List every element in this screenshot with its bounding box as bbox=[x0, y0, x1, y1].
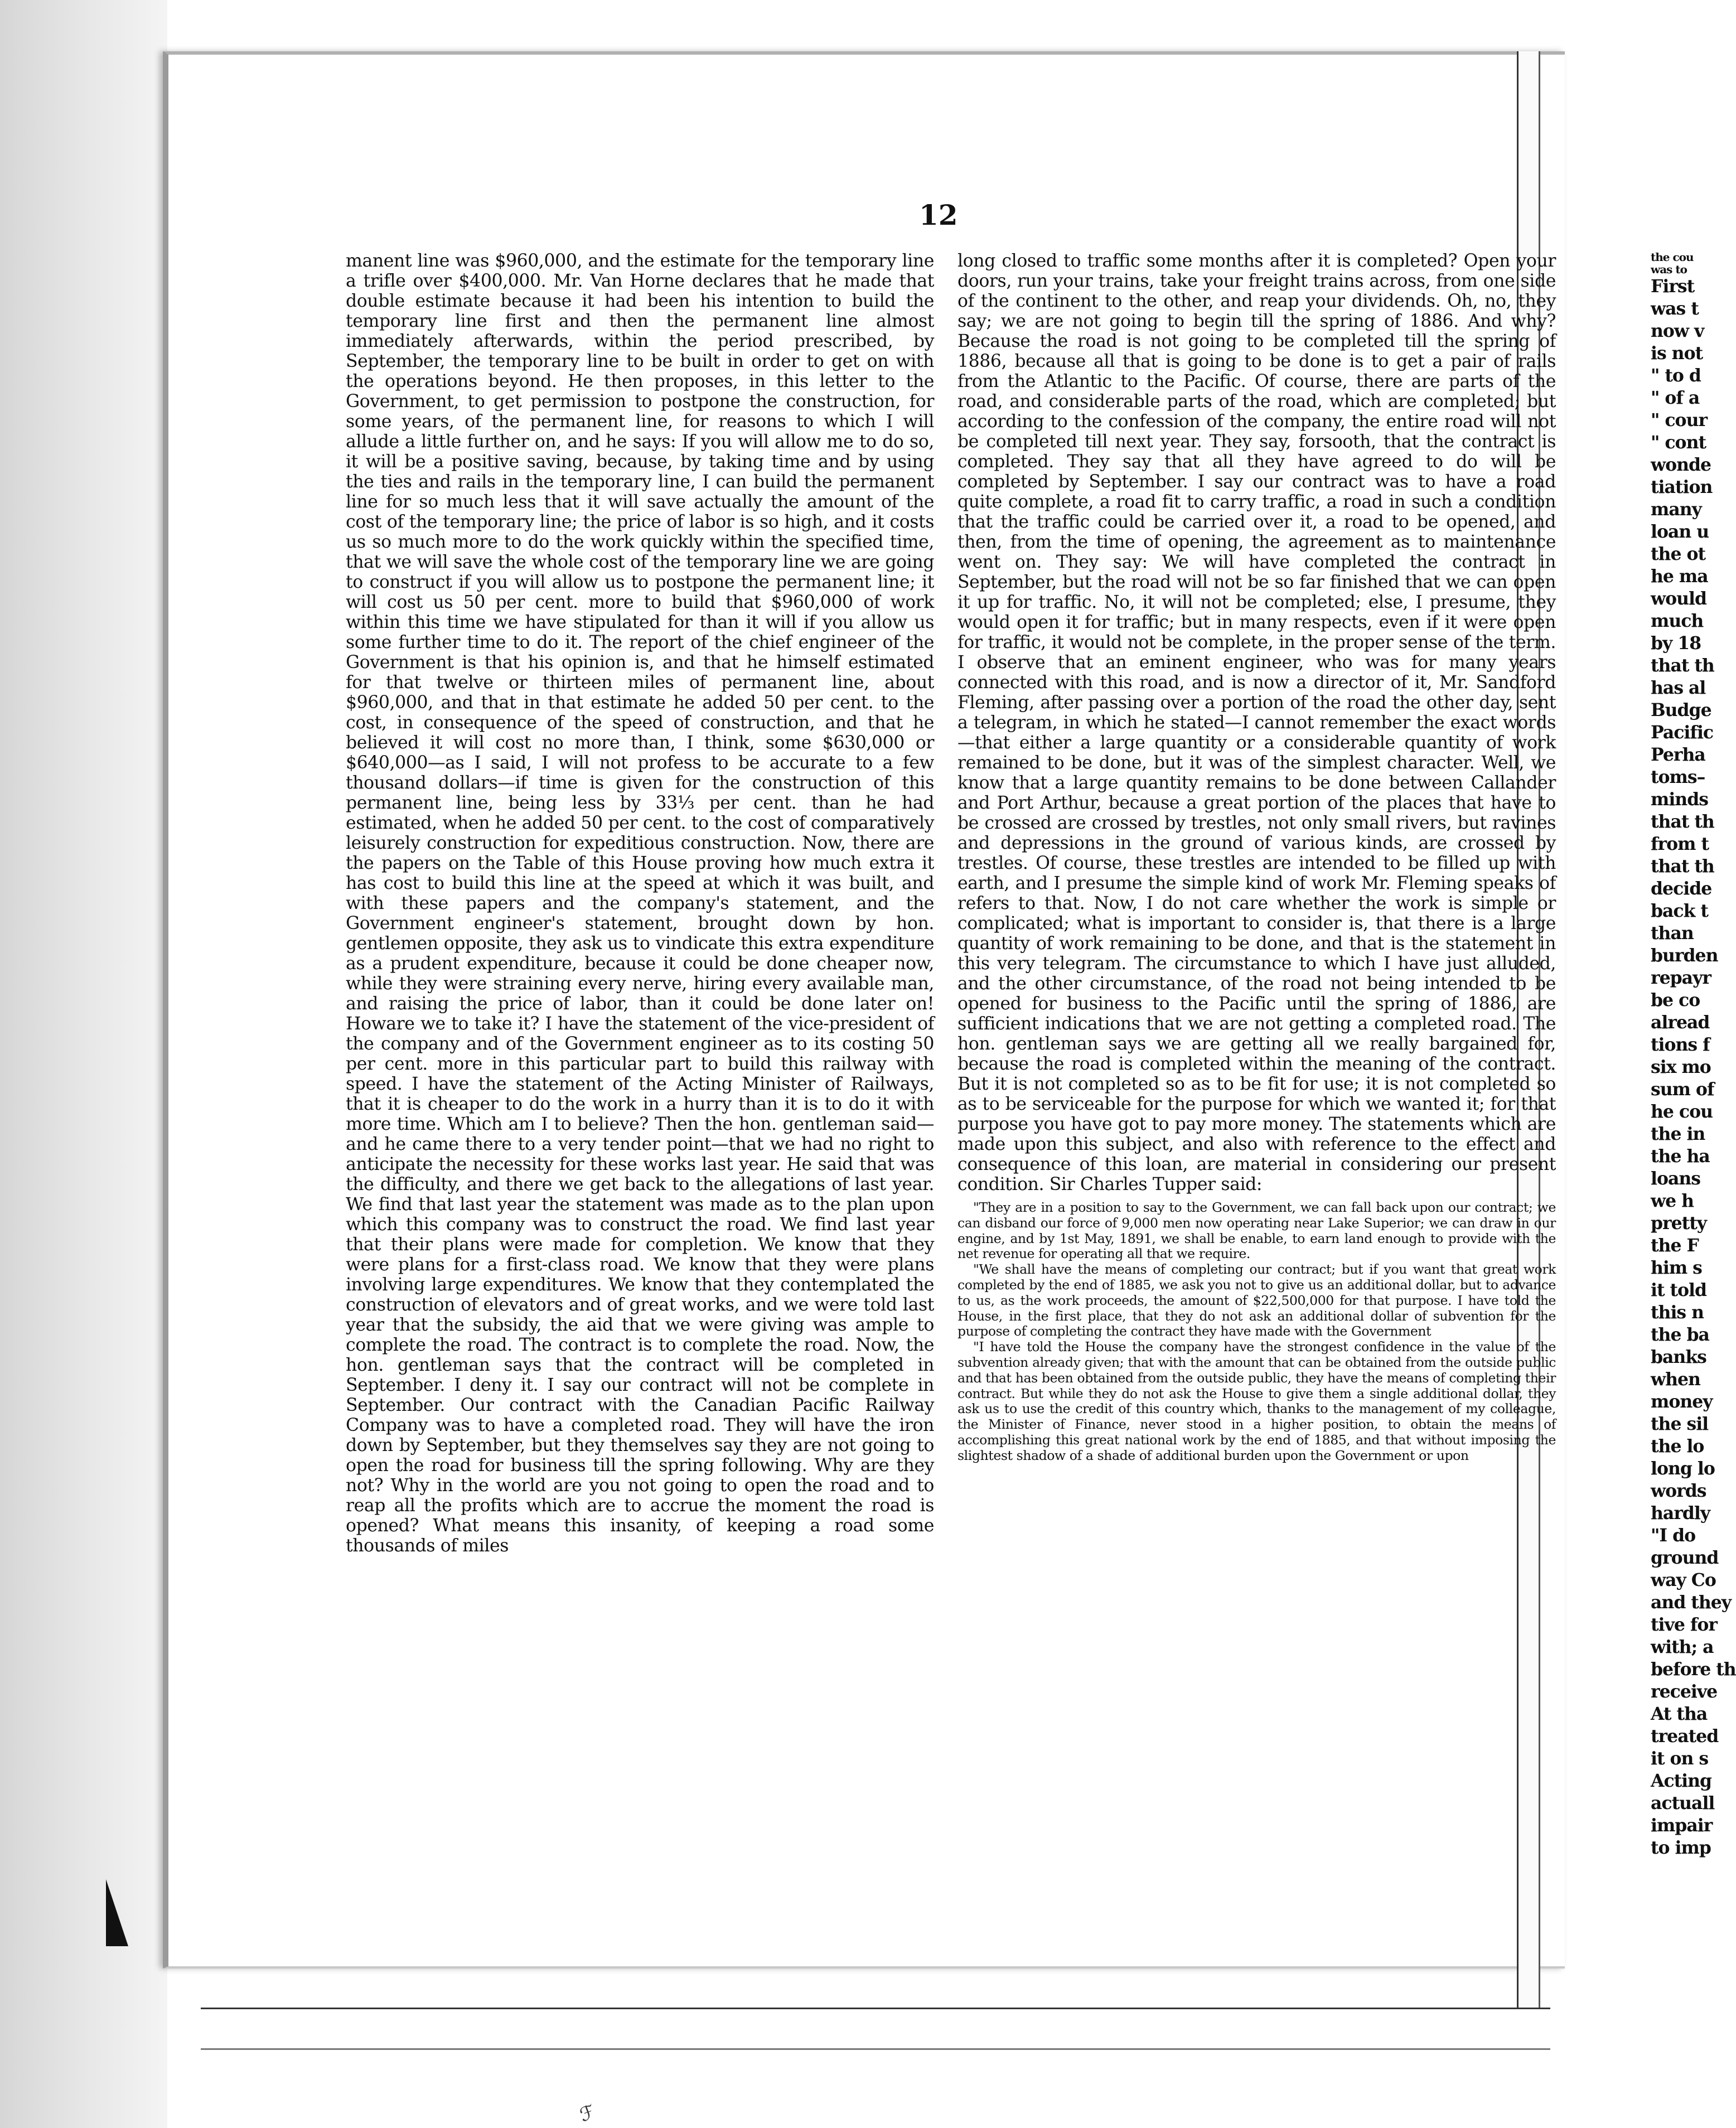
fragment-line: minds bbox=[1651, 789, 1708, 810]
fragment-line: First bbox=[1651, 276, 1695, 297]
fragment-line: many bbox=[1651, 499, 1701, 520]
fragment-line: the F bbox=[1651, 1235, 1699, 1256]
fragment-line: " cour bbox=[1651, 410, 1708, 431]
fragment-line: tions f bbox=[1651, 1034, 1710, 1055]
fragment-line: "I do bbox=[1651, 1525, 1696, 1546]
fragment-line: loan u bbox=[1651, 521, 1709, 542]
fragment-line: has al bbox=[1651, 678, 1706, 698]
fragment-line: hardly bbox=[1651, 1503, 1710, 1524]
fragment-line: six mo bbox=[1651, 1057, 1711, 1077]
fragment-line: from t bbox=[1651, 834, 1709, 854]
fragment-line: when bbox=[1651, 1369, 1700, 1390]
fragment-line: way Co bbox=[1651, 1570, 1716, 1590]
fragment-line: the lo bbox=[1651, 1436, 1704, 1457]
fragment-line: pretty bbox=[1651, 1213, 1707, 1234]
fragment-line: the cou bbox=[1651, 250, 1694, 264]
fragment-line: treated bbox=[1651, 1726, 1719, 1747]
quote-paragraph: "They are in a position to say to the Government, we can fall back upon our contract; we can disband our force of 9,000 men now operating near Lake Superior; we can draw in our engine, and by 1st May, 1891, we shall be enable, to earn land enough to provide with the net revenue for operating all that we require. bbox=[958, 1200, 1556, 1262]
fragment-line: the ot bbox=[1651, 544, 1706, 564]
fragment-line: that th bbox=[1651, 856, 1714, 877]
quote-paragraph: "I have told the House the company have the strongest confidence in the value of the subvention already given; that with the amount that can be obtained from the outside public and that has been obtained from the outside public, they have the means of completing their contract. But while they do not ask the House to give them a single additional dollar, they ask us to use the credit of this country which, thanks to the management of my colleague, the Minister of Finance, never stood in a higher position, to obtain the means of accomplishing this great national work by the end of 1885, and that without imposing the slightest shadow of a shade of additional burden upon the Government or upon bbox=[958, 1339, 1556, 1463]
fragment-line: decide bbox=[1651, 878, 1712, 899]
fragment-line: this n bbox=[1651, 1302, 1704, 1323]
left-column-text: manent line was $960,000, and the estimate for the temporary line a trifle over $400,000. Mr. Van Horne declares that he made that double estimate because it had been his intention to build the temporary line first and then the permanent line almost immediately afterwards, within the period prescribed, by September, the temporary line to be built in order to get on with the operations beyond. He then proposes, in this letter to the Government, to get permission to postpone the construction, for some years, of the permanent line, for reasons to which I will allude a little further on, and he says: If you will allow me to do so, it will be a positive saving, because, by taking time and by using the ties and rails in the temporary line, I can build the permanent line for so much less that it will save actually the amount of the cost of the temporary line; the price of labor is so high, and it costs us so much more to do the work quickly within the specified time, that we will save the whole cost of the temporary line we are going to construct if you will allow us to postpone the permanent line; it will cost us 50 per cent. more to build that $960,000 of work within this time we have stipulated for than it will if you allow us some further time to do it. The report of the chief engineer of the Government is that his opinion is, and that he himself estimated for that twelve or thirteen miles of permanent line, about $960,000, and that in that estimate he added 50 per cent. to the cost, in consequence of the speed of construction, and that he believed it will cost no more than, I think, some $630,000 or $640,000—as I said, I will not profess to be accurate to a few thousand dollars—if time is given for the construction of this permanent line, being less by 33⅓ per cent. than he had estimated, when he added 50 per cent. to the cost of comparatively leisurely construction for expeditious construction. Now, there are the papers on the Table of this House proving how much extra it has cost to build this line at the speed at which it was built, and with these papers and the company's statement, and the Government engineer's statement, brought down by hon. gentlemen opposite, they ask us to vindicate this extra expenditure as a prudent expenditure, because it could be done cheaper now, while they were straining every nerve, hiring every available man, and raising the price of labor, than it could be done later on! Howare we to take it? I have the statement of the vice-president of the company and of the Government engineer as to its costing 50 per cent. more in this particular part to build this railway with speed. I have the statement of the Acting Minister of Railways, that it is cheaper to do the work in a hurry than it is to do it with more time. Which am I to believe? Then the hon. gentleman said—and he came there to a very tender point—that we had no right to anticipate the necessity for these works last year. He said that was the difficulty, and there we get back to the allegations of last year. We find that last year the statement was made as to the plan upon which this company was to construct the road. We find last year that their plans were made for completion. We know that they were plans for a first-class road. We know that they were plans involving large expenditures. We know that they contemplated the construction of elevators and of great works, and we were told last year that the subsidy, the aid that we were giving was ample to complete the road. The contract is to complete the road. Now, the hon. gentleman says that the contract will be completed in September. I deny it. I say our contract will not be complete in September. Our contract with the Canadian Pacific Railway Company was to have a completed road. They will have the iron down by September, but they themselves say they are not going to open the road for business till the spring following. Why are they not? Why in the world are you not going to open the road and to reap all the profits which are to accrue the moment the road is opened? What means this insanity, of keeping a road some thousands of miles bbox=[346, 251, 934, 1556]
fragment-line: " to d bbox=[1651, 365, 1701, 386]
fragment-line: At tha bbox=[1651, 1704, 1708, 1724]
fragment-line: ground bbox=[1651, 1547, 1719, 1568]
fragment-line: receive bbox=[1651, 1681, 1718, 1702]
fragment-line: it told bbox=[1651, 1280, 1707, 1300]
fragment-line: wonde bbox=[1651, 454, 1711, 475]
fragment-line: burden bbox=[1651, 945, 1718, 966]
fragment-line: and they bbox=[1651, 1592, 1732, 1613]
fragment-line: the sil bbox=[1651, 1414, 1709, 1434]
fragment-line: be co bbox=[1651, 990, 1700, 1010]
fragment-line: we h bbox=[1651, 1191, 1694, 1211]
fragment-line: actuall bbox=[1651, 1793, 1715, 1813]
fragment-line: that th bbox=[1651, 811, 1714, 832]
fragment-line: was to bbox=[1651, 263, 1687, 276]
fragment-line: money bbox=[1651, 1391, 1713, 1412]
middle-column bbox=[958, 251, 1556, 1464]
bottom-edge bbox=[201, 2008, 1550, 2050]
fragment-line: the ha bbox=[1651, 1146, 1710, 1167]
fragment-line: tive for bbox=[1651, 1614, 1717, 1635]
fragment-line: words bbox=[1651, 1481, 1706, 1501]
fragment-line: than bbox=[1651, 923, 1694, 944]
fragment-line: Pacific bbox=[1651, 722, 1714, 743]
fragment-line: was t bbox=[1651, 298, 1699, 319]
fragment-line: would bbox=[1651, 588, 1707, 609]
fragment-line: the ba bbox=[1651, 1324, 1709, 1345]
fragment-line: to imp bbox=[1651, 1837, 1711, 1858]
fragment-line: he cou bbox=[1651, 1101, 1713, 1122]
fragment-line: before th bbox=[1651, 1659, 1736, 1680]
stray-mark: ℱ bbox=[576, 2100, 598, 2127]
scan-background bbox=[0, 0, 167, 2128]
fragment-line: Acting bbox=[1651, 1771, 1712, 1791]
fragment-line: he ma bbox=[1651, 566, 1708, 587]
fragment-line: it on s bbox=[1651, 1748, 1709, 1769]
fragment-line: banks bbox=[1651, 1347, 1706, 1367]
fragment-line: " cont bbox=[1651, 432, 1706, 453]
fragment-line: much bbox=[1651, 611, 1704, 631]
fragment-line: is not bbox=[1651, 343, 1703, 364]
fragment-line: Budge bbox=[1651, 700, 1711, 720]
fragment-line: toms– bbox=[1651, 767, 1705, 787]
fragment-line: loans bbox=[1651, 1168, 1701, 1189]
fragment-line: alread bbox=[1651, 1012, 1710, 1033]
quote-paragraph: "We shall have the means of completing our contract; but if you want that great work completed by the end of 1885, we ask you not to give us an additional dollar, but to advance to us, as the work proceeds, the amount of $22,500,000 for that purpose. I have told the House, in the first place, that they do not ask an additional dollar of subvention for the purpose of completing the contract they have made with the Government bbox=[958, 1261, 1556, 1339]
fragment-line: impair bbox=[1651, 1815, 1713, 1836]
fragment-line: tiation bbox=[1651, 477, 1713, 497]
fragment-line: " of a bbox=[1651, 388, 1700, 408]
fragment-line: repayr bbox=[1651, 968, 1711, 988]
fragment-line: back t bbox=[1651, 901, 1708, 921]
middle-column-text: long closed to traffic some months after it is completed? Open your doors, run your trains, take your freight trains across, from one side of the continent to the other, and reap your dividends. Oh, no, they say; we are not going to begin till the spring of 1886. And why? Because the road is not going to be completed till the spring of 1886, because all that is going to be done is to get a pair of rails from the Atlantic to the Pacific. Of course, there are parts of the road, and considerable parts of the road, which are completed; but according to the confession of the company, the entire road will not be completed till next year. They say, forsooth, that the contract is completed. They say that all they have agreed to do will be completed by September. I say our contract was to have a road quite complete, a road fit to carry traffic, a road in such a condition that the traffic could be carried over it, a road to be opened, and then, from the time of opening, the agreement as to maintenance went on. They say: We will have completed the contract in September, but the road will not be so far finished that we can open it up for traffic. No, it will not be completed; else, I presume, they would open it for traffic; but in many respects, even if it were open for traffic, it would not be complete, in the proper sense of the term. I observe that an eminent engineer, who was for many years connected with this road, and is now a director of it, Mr. Sandford Fleming, after passing over a portion of the road the other day, sent a telegram, in which he stated—I cannot remember the exact words—that either a large quantity or a considerable quantity of work remained to be done, but it was of the simplest character. Well, we know that a large quantity remains to be done between Callander and Port Arthur, because a great portion of the places that have to be crossed are crossed by trestles, not only small rivers, but ravines and depressions in the ground of various kinds, are crossed by trestles. Of course, these trestles are intended to be filled up with earth, and I presume the simple kind of work Mr. Fleming speaks of refers to that. Now, I do not care whether the work is simple or complicated; what is important to consider is, that there is a large quantity of work remaining to be done, and that is the statement in this very telegram. The circumstance to which I have just alluded, and the other circumstance, of the road not being intended to be opened for business to the Pacific until the spring of 1886, are sufficient indications that we are not getting a completed road. The hon. gentleman says we are getting all we really bargained for, because the road is completed within the meaning of the contract. But it is not completed so as to be fit for use; it is not completed so as to be serviceable for the purpose for which we wanted it; for that purpose you have got to pay more money. The statements which are made upon this subject, and also with reference to the effect and consequence of this loan, are material in considering our present condition. Sir Charles Tupper said: bbox=[958, 251, 1556, 1194]
fragment-line: now v bbox=[1651, 321, 1704, 341]
page-number: 12 bbox=[919, 199, 958, 231]
fragment-line: with; a bbox=[1651, 1637, 1714, 1657]
fragment-line: the in bbox=[1651, 1124, 1705, 1144]
corner-mark bbox=[106, 1879, 128, 1946]
fragment-line: Perha bbox=[1651, 744, 1705, 765]
fragment-line: sum of bbox=[1651, 1079, 1714, 1100]
fragment-line: long lo bbox=[1651, 1458, 1715, 1479]
fragment-line: him s bbox=[1651, 1258, 1702, 1278]
fragment-line: by 18 bbox=[1651, 633, 1701, 654]
fragment-line: that th bbox=[1651, 655, 1714, 676]
right-column-fragments bbox=[1651, 250, 1736, 1957]
